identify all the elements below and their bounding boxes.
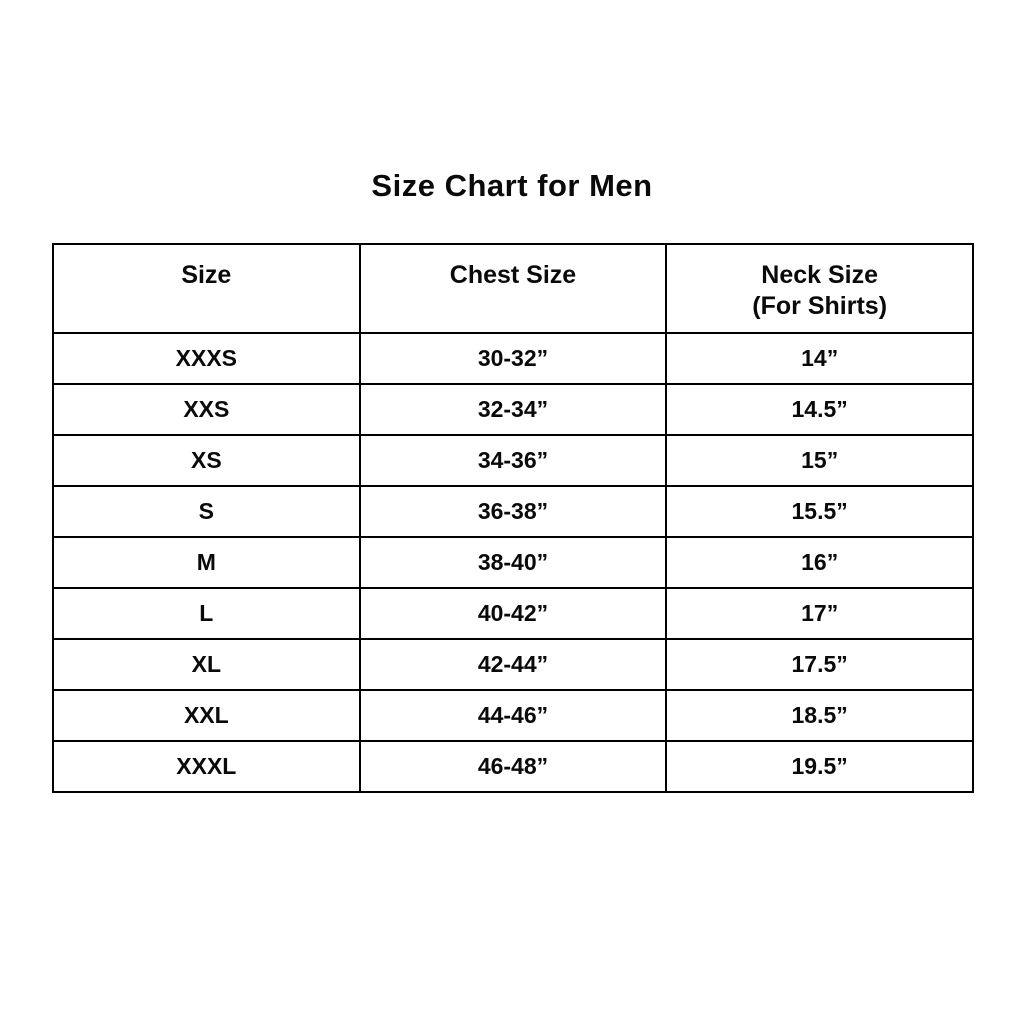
neck-size-cell: 14” (666, 333, 973, 384)
table-row (53, 384, 973, 435)
size-cell: M (53, 537, 360, 588)
column-header-neck-size-label: Neck Size (761, 261, 879, 289)
size-cell: XXXL (53, 741, 360, 792)
chest-size-cell: 38-40” (360, 537, 667, 588)
size-cell: XXS (53, 384, 360, 435)
neck-size-cell: 19.5” (666, 741, 973, 792)
neck-size-cell: 18.5” (666, 690, 973, 741)
table-row (53, 537, 973, 588)
chest-size-cell: 42-44” (360, 639, 667, 690)
neck-size-cell: 17.5” (666, 639, 973, 690)
chest-size-cell: 32-34” (360, 384, 667, 435)
column-header-neck-size (666, 244, 973, 333)
table-row (53, 639, 973, 690)
chest-size-cell: 36-38” (360, 486, 667, 537)
column-header-size (53, 244, 360, 333)
table-row (53, 588, 973, 639)
size-cell: XXL (53, 690, 360, 741)
column-header-chest-size (360, 244, 667, 333)
chest-size-cell: 44-46” (360, 690, 667, 741)
table-row (53, 690, 973, 741)
column-header-neck-size-sublabel: (For Shirts) (752, 292, 888, 320)
page-title: Size Chart for Men (371, 168, 653, 203)
neck-size-cell: 14.5” (666, 384, 973, 435)
table-header (53, 244, 973, 333)
table-row (53, 435, 973, 486)
table-body (53, 333, 973, 792)
table-row (53, 486, 973, 537)
size-cell: S (53, 486, 360, 537)
neck-size-cell: 15” (666, 435, 973, 486)
column-header-size-label: Size (181, 261, 232, 289)
chest-size-cell: 46-48” (360, 741, 667, 792)
size-cell: XS (53, 435, 360, 486)
neck-size-cell: 15.5” (666, 486, 973, 537)
neck-size-cell: 17” (666, 588, 973, 639)
table-row (53, 741, 973, 792)
table-row (53, 333, 973, 384)
column-header-chest-size-label: Chest Size (449, 261, 577, 289)
size-cell: L (53, 588, 360, 639)
chest-size-cell: 34-36” (360, 435, 667, 486)
neck-size-cell: 16” (666, 537, 973, 588)
size-cell: XXXS (53, 333, 360, 384)
chest-size-cell: 40-42” (360, 588, 667, 639)
chest-size-cell: 30-32” (360, 333, 667, 384)
header-row (53, 244, 973, 333)
size-cell: XL (53, 639, 360, 690)
size-chart-table (52, 243, 974, 793)
